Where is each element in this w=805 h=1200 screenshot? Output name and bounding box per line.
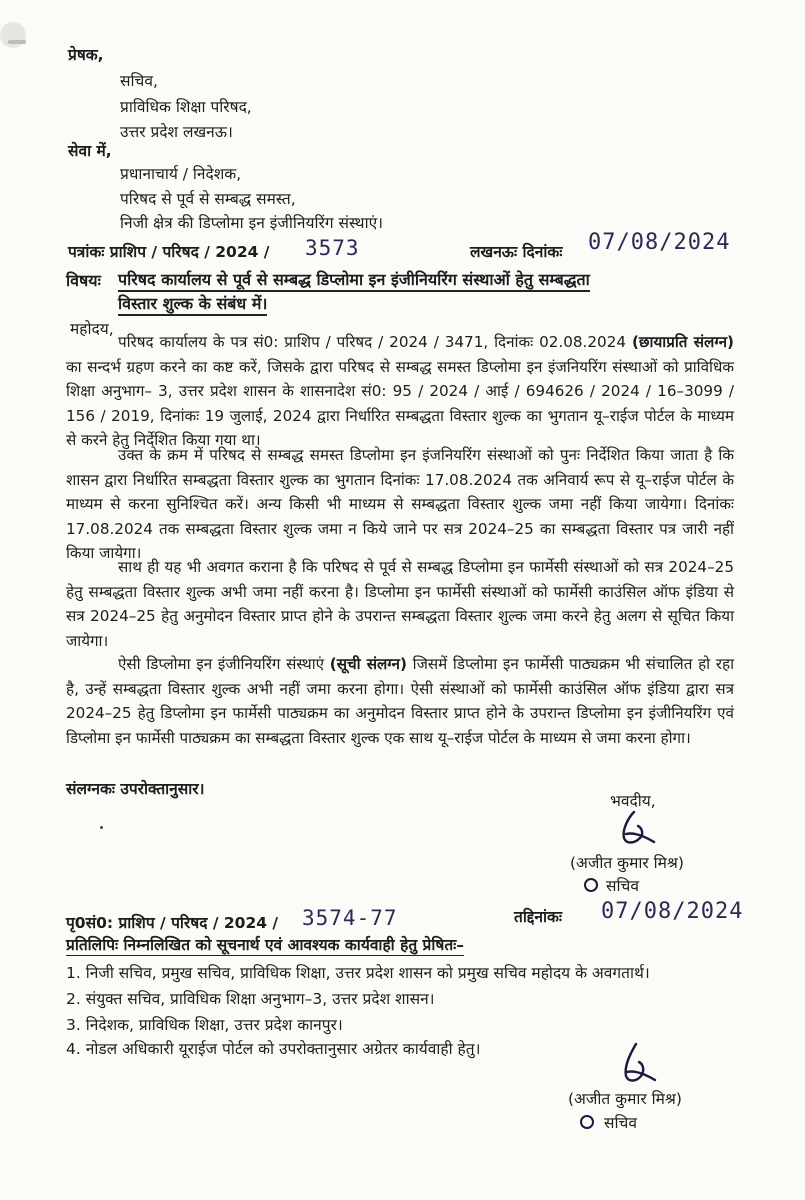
- signatory-title: सचिव: [606, 877, 639, 895]
- copy-list-item: 4. नोडल अधिकारी यूराईज पोर्टल को उपरोक्तानुसार अग्रेतर कार्यवाही हेतु।: [66, 1040, 481, 1058]
- recipient-line-2: परिषद से पूर्व से सम्बद्ध समस्त,: [120, 190, 296, 208]
- scan-dot: [100, 826, 103, 829]
- sender-line-1: सचिव,: [120, 72, 158, 90]
- copy-list-item: 2. संयुक्त सचिव, प्राविधिक शिक्षा अनुभाग–3, उत्तर प्रदेश शासन।: [66, 990, 435, 1008]
- initial-mark: [584, 878, 598, 892]
- subject-line-1: परिषद कार्यालय से पूर्व से सम्बद्ध डिप्लोमा इन इंजीनियरिंग संस्थाओं हेतु सम्बद्धता: [118, 268, 590, 292]
- sender-line-3: उत्तर प्रदेश लखनऊ।: [120, 123, 233, 141]
- signatory-name: (अजीत कुमार मिश्र): [570, 854, 684, 872]
- copy-ref-number-handwritten: 3574-77: [302, 906, 398, 930]
- body-paragraph-1: [66, 330, 734, 453]
- closing: भवदीय,: [610, 792, 656, 810]
- p1-text-post: का सन्दर्भ ग्रहण करने का कष्ट करें, जिसके द्वारा परिषद से सम्बद्ध समस्त डिप्लोमा इन इंजनियरिंग संस्थाओं को प्राविधिक शिक्षा अनुभाग– 3, उत्तर प्रदेश शासन के शासनादेश सं0: 95 / 2024 / आई / 694626 / 2024 / 16–3099 / 156 / 2019, दिनांकः 19 जुलाई, 2024 द्वारा निर्धारित सम्बद्धता विस्तार शुल्क का भुगतान यू–राईज पोर्टल के माध्यम से करने हेतु निर्देशित किया गया था।: [66, 357, 734, 450]
- p3-text: साथ ही यह भी अवगत कराना है कि परिषद से पूर्व से सम्बद्ध डिप्लोमा इन फार्मेसी संस्थाओं को सत्र 2024–25 हेतु सम्बद्धता विस्तार शुल्क अभी जमा नहीं करना है। डिप्लोमा इन फार्मेसी संस्थाओं को फार्मेसी काउंसिल ऑफ इंडिया से सत्र 2024–25 हेतु अनुमोदन विस्तार प्राप्त होने के उपरान्त सम्बद्धता विस्तार शुल्क जमा करने हेतु अलग से सूचित किया जायेगा।: [66, 558, 734, 650]
- salutation: महोदय,: [70, 320, 114, 338]
- subject-label: विषयः: [66, 271, 101, 290]
- signatory-2-name: (अजीत कुमार मिश्र): [568, 1090, 682, 1108]
- punch-hole-mark: [0, 22, 26, 48]
- subject-line-2: विस्तार शुल्क के संबंध में।: [118, 292, 267, 316]
- signatory-2-title: सचिव: [604, 1114, 637, 1132]
- punch-hole-mark: [8, 40, 26, 44]
- ref-label: पत्रांकः प्राशिप / परिषद / 2024 /: [68, 243, 270, 261]
- ref-date-label: लखनऊः दिनांकः: [470, 243, 563, 261]
- ref-number-handwritten: 3573: [305, 236, 360, 260]
- p4-text-pre: ऐसी डिप्लोमा इन इंजीनियरिंग संस्थाएं: [118, 655, 330, 673]
- p1-attachment-note: (छायाप्रति संलग्न): [631, 333, 734, 351]
- recipient-label: सेवा में,: [68, 142, 112, 160]
- p2-text: उक्त के क्रम में परिषद से सम्बद्ध समस्त डिप्लोमा इन इंजनियरिंग संस्थाओं को पुनः निर्देशित किया जाता है कि शासन द्वारा निर्धारित सम्बद्धता विस्तार शुल्क का भुगतान दिनांकः 17.08.2024 तक अनिवार्य रूप से यू–राईज पोर्टल के माध्यम से करना सुनिश्चित करें। अन्य किसी भी माध्यम से सम्बद्धता विस्तार शुल्क जमा नहीं किया जायेगा। दिनांकः 17.08.2024 तक सम्बद्धता विस्तार शुल्क जमा न किये जाने पर सत्र 2024–25 का सम्बद्धता विस्तार पत्र जारी नहीं किया जायेगा।: [66, 446, 734, 563]
- ref-date-handwritten: 07/08/2024: [588, 230, 731, 255]
- recipient-line-3: निजी क्षेत्र की डिप्लोमा इन इंजीनियरिंग संस्थाएं।: [120, 214, 384, 232]
- enclosure-note: संलग्नकः उपरोक्तानुसार।: [66, 780, 205, 798]
- initial-mark-2: [580, 1115, 594, 1129]
- sender-line-2: प्राविधिक शिक्षा परिषद,: [120, 98, 252, 116]
- copy-ref-date-handwritten: 07/08/2024: [601, 899, 744, 924]
- p1-text-pre: परिषद कार्यालय के पत्र सं0: प्राशिप / परिषद / 2024 / 3471, दिनांकः 02.08.2024: [118, 333, 632, 351]
- copy-list-item: 3. निदेशक, प्राविधिक शिक्षा, उत्तर प्रदेश कानपुर।: [66, 1016, 343, 1034]
- sender-label: प्रेषक,: [68, 46, 104, 64]
- body-paragraph-2: [66, 443, 734, 566]
- body-paragraph-4: [66, 652, 734, 750]
- copy-ref-label: पृ0सं0: प्राशिप / परिषद / 2024 /: [66, 914, 279, 932]
- p4-list-note: (सूची संलग्न): [329, 655, 407, 673]
- recipient-line-1: प्रधानाचार्य / निदेशक,: [120, 165, 242, 183]
- copy-list-item: 1. निजी सचिव, प्रमुख सचिव, प्राविधिक शिक्षा, उत्तर प्रदेश शासन को प्रमुख सचिव महोदय के अवगतार्थ।: [66, 964, 650, 982]
- copy-ref-date-label: तद्दिनांकः: [514, 908, 563, 926]
- body-paragraph-3: [66, 555, 734, 653]
- copy-heading: प्रतिलिपिः निम्नलिखित को सूचनार्थ एवं आवश्यक कार्यवाही हेतु प्रेषितः–: [66, 933, 464, 956]
- signature-image-2: [614, 1042, 664, 1090]
- signature-image: [614, 808, 664, 852]
- p4-text-post: जिसमें डिप्लोमा इन फार्मेसी पाठ्यक्रम भी संचालित हो रहा है, उन्हें सम्बद्धता विस्तार शुल्क अभी नहीं जमा करना होगा। ऐसी संस्थाओं को फार्मेसी काउंसिल ऑफ इंडिया द्वारा सत्र 2024–25 हेतु डिप्लोमा इन फार्मेसी पाठ्यक्रम का अनुमोदन विस्तार प्राप्त होने के उपरान्त डिप्लोमा इन इंजीनियरिंग एवं डिप्लोमा इन फार्मेसी पाठ्यक्रम का सम्बद्धता विस्तार शुल्क एक साथ यू–राईज पोर्टल के माध्यम से जमा करना होगा।: [66, 655, 734, 747]
